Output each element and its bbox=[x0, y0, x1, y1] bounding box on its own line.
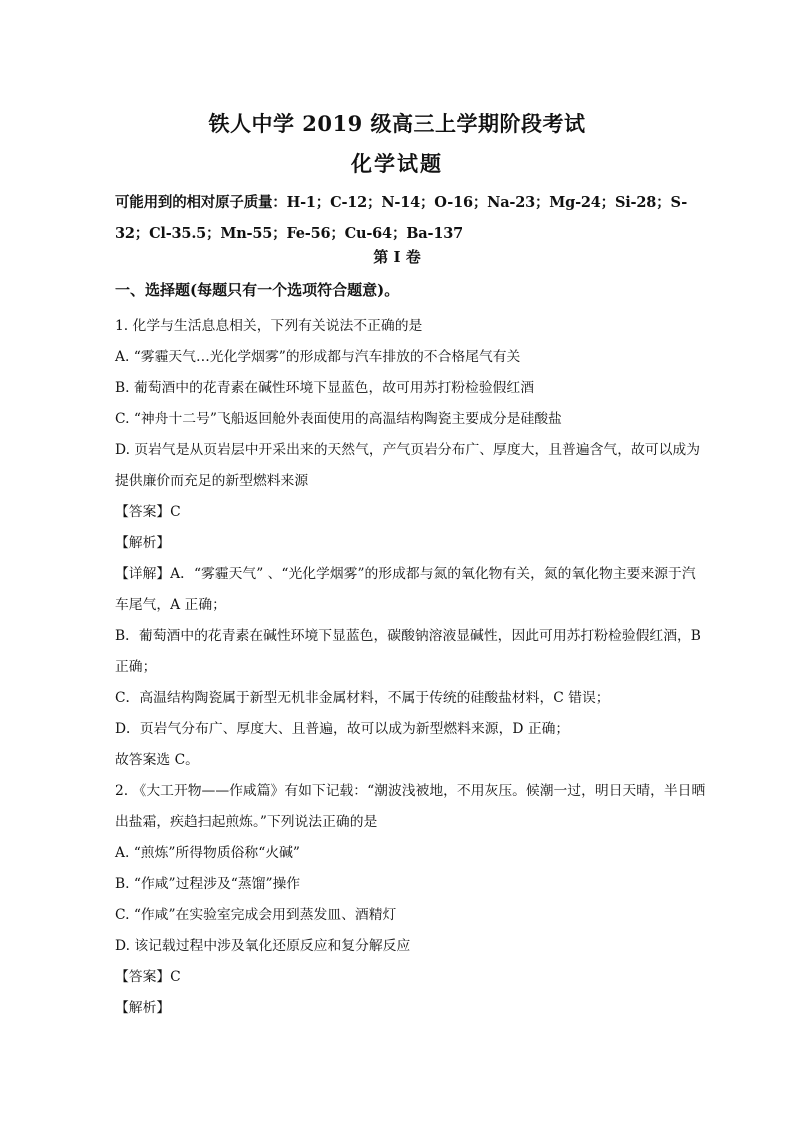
q2-answer: 【答案】C bbox=[115, 969, 181, 985]
q1-stem: 1. 化学与生活息息相关，下列有关说法不正确的是 bbox=[115, 318, 423, 334]
q2-analysis-label: 【解析】 bbox=[115, 1000, 171, 1016]
q1-conclusion: 故答案选 C。 bbox=[115, 752, 199, 768]
exam-title: 铁人中学 2019 级高三上学期阶段考试 bbox=[208, 111, 586, 136]
q1-analysis-label: 【解析】 bbox=[115, 535, 171, 551]
q1-detail-a: 【详解】A．“雾霾天气” 、“光化学烟雾”的形成都与氮的氧化物有关，氮的氧化物主要来源于汽车尾气，A 正确； bbox=[115, 566, 696, 613]
q2-stem: 2. 《大工开物——作咸篇》有如下记载：“潮波浅被地，不用灰压。候潮一过，明日天晴，半日晒出盐霜，疾趋扫起煎炼。”下列说法正确的是 bbox=[115, 783, 706, 830]
exam-subtitle: 化学试题 bbox=[351, 151, 443, 176]
q1-option-c: C. “神舟十二号”飞船返回舱外表面使用的高温结构陶瓷主要成分是硅酸盐 bbox=[115, 411, 562, 427]
q1-option-d: D. 页岩气是从页岩层中开采出来的天然气，产气页岩分布广、厚度大，且普遍含气，故可以成为提供廉价而充足的新型燃料来源 bbox=[115, 442, 701, 489]
q2-option-d: D. 该记载过程中涉及氧化还原反应和复分解反应 bbox=[115, 938, 411, 954]
q2-option-b: B. “作咸”过程涉及“蒸馏”操作 bbox=[115, 876, 301, 892]
section-title: 一、选择题(每题只有一个选项符合题意)。 bbox=[115, 281, 400, 299]
volume-label: 第 I 卷 bbox=[373, 248, 421, 266]
q1-detail-b: B．葡萄酒中的花青素在碱性环境下显蓝色，碳酸钠溶液显碱性，因此可用苏打粉检验假红酒，B 正确； bbox=[115, 628, 701, 675]
atomic-masses: 可能用到的相对原子质量：H-1；C-12；N-14；O-16；Na-23；Mg-24；Si-28；S-32；Cl-35.5；Mn-55；Fe-56；Cu-64；Ba-137 bbox=[115, 194, 688, 242]
q1-answer: 【答案】C bbox=[115, 504, 181, 520]
q1-option-b: B. 葡萄酒中的花青素在碱性环境下显蓝色，故可用苏打粉检验假红酒 bbox=[115, 380, 535, 396]
q2-option-a: A. “煎炼”所得物质俗称“火碱” bbox=[115, 845, 300, 861]
q2-option-c: C. “作咸”在实验室完成会用到蒸发皿、酒精灯 bbox=[115, 907, 397, 923]
q1-detail-c: C．高温结构陶瓷属于新型无机非金属材料，不属于传统的硅酸盐材料，C 错误； bbox=[115, 690, 610, 706]
q1-option-a: A. “雾霾天气…光化学烟雾”的形成都与汽车排放的不合格尾气有关 bbox=[115, 349, 521, 365]
q1-detail-d: D．页岩气分布广、厚度大、且普遍，故可以成为新型燃料来源，D 正确； bbox=[115, 721, 570, 737]
